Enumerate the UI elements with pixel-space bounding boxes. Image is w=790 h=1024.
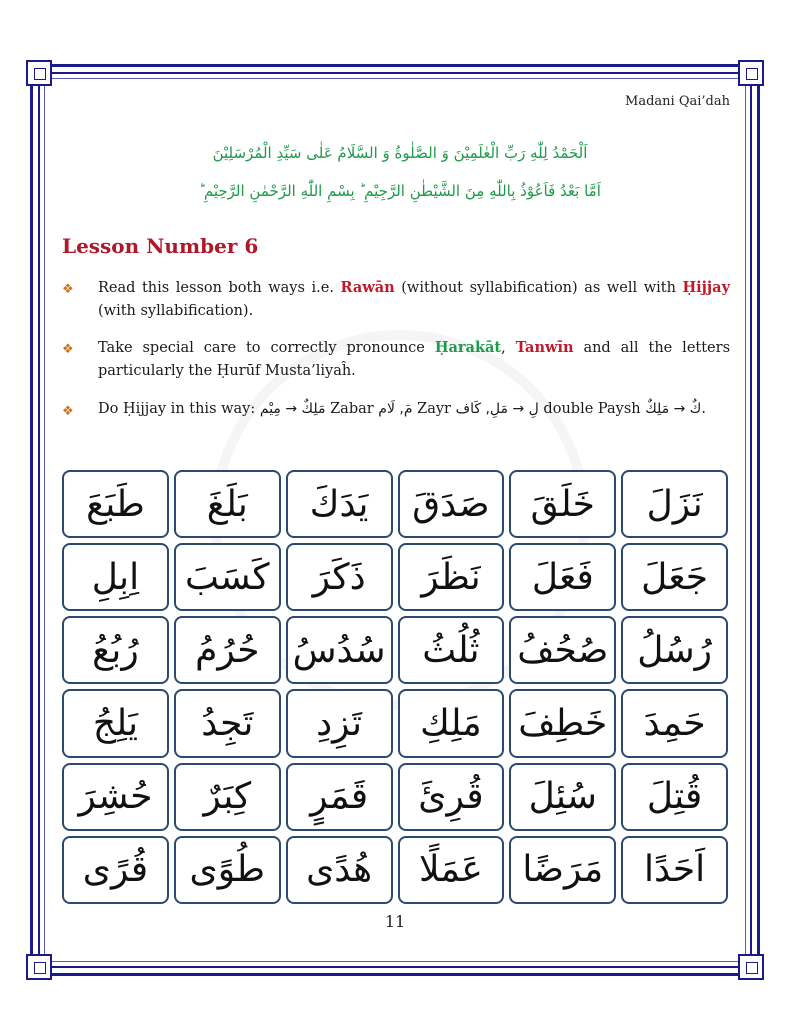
text-segment: Read this lesson both ways i.e. <box>98 280 341 296</box>
word-cell: صُحُفُ <box>509 616 616 684</box>
word-cell: نَزَلَ <box>621 470 728 538</box>
word-cell: قُتِلَ <box>621 763 728 831</box>
arabic-example: لِ → مَلِ, کَاف <box>455 401 539 417</box>
diamond-bullet-icon: ❖ <box>62 342 74 357</box>
instruction-text <box>98 336 730 383</box>
term-rawan: Rawān <box>340 279 395 296</box>
text-segment: Do Ḥijjay in this way: <box>98 401 260 417</box>
text-segment: and all the letters particularly the Ḥurūf Musta’liyaĥ. <box>98 340 731 379</box>
word-cell: حُرُمُ <box>174 616 281 684</box>
corner-ornament <box>26 954 52 980</box>
word-cell: نَظَرَ <box>398 543 505 611</box>
word-grid <box>62 470 728 904</box>
instruction-bullet <box>62 276 730 323</box>
arabic-example: مَلِكٌ → مِیْم <box>259 401 326 417</box>
text-segment: (without syllabification) as well with <box>394 280 683 296</box>
text-segment: Zayr <box>412 401 456 417</box>
word-cell: تَجِدُ <box>174 689 281 757</box>
word-cell: يَدَكَ <box>286 470 393 538</box>
word-cell: تَزِدِ <box>286 689 393 757</box>
instruction-bullet <box>62 398 730 421</box>
instruction-bullet <box>62 336 730 383</box>
instruction-text <box>98 398 730 421</box>
word-cell: طُوًى <box>174 836 281 904</box>
arabic-example: كٌ → مَلِكٌ <box>645 401 702 417</box>
word-cell: طَبَعَ <box>62 470 169 538</box>
word-cell: فَعَلَ <box>509 543 616 611</box>
term-tanwin: Tanwīn <box>515 339 574 356</box>
word-cell: قَمَرٍ <box>286 763 393 831</box>
text-segment: double Paysh <box>538 401 646 417</box>
corner-ornament <box>738 60 764 86</box>
diamond-bullet-icon: ❖ <box>62 404 74 419</box>
word-cell: حَمِدَ <box>621 689 728 757</box>
word-cell: رُبُعُ <box>62 616 169 684</box>
lesson-title: Lesson Number 6 <box>62 234 259 258</box>
word-cell: هُدًى <box>286 836 393 904</box>
diamond-bullet-icon: ❖ <box>62 282 74 297</box>
word-cell: خَلَقَ <box>509 470 616 538</box>
book-title: Madani Qai’dah <box>625 94 730 109</box>
term-hijjay: Ḥijjay <box>682 279 730 296</box>
word-cell: اِبِلِ <box>62 543 169 611</box>
word-cell: رُسُلُ <box>621 616 728 684</box>
word-cell: كَسَبَ <box>174 543 281 611</box>
word-cell: ثُلُثُ <box>398 616 505 684</box>
word-cell: عَمَلًا <box>398 836 505 904</box>
word-cell: مَرَضًا <box>509 836 616 904</box>
word-cell: صَدَقَ <box>398 470 505 538</box>
word-cell: قُرًى <box>62 836 169 904</box>
word-cell: مَلِكِ <box>398 689 505 757</box>
corner-ornament <box>26 60 52 86</box>
text-segment: , <box>501 340 516 356</box>
word-cell: سُدُسُ <box>286 616 393 684</box>
text-segment: Take special care to correctly pronounce <box>98 340 435 356</box>
page-number: 11 <box>384 912 406 931</box>
text-segment: Zabar <box>325 401 379 417</box>
term-harakat: Ḥarakāt <box>434 339 502 356</box>
word-cell: يَلِجُ <box>62 689 169 757</box>
word-cell: خَطِفَ <box>509 689 616 757</box>
word-cell: جَعَلَ <box>621 543 728 611</box>
word-cell: قُرِئَ <box>398 763 505 831</box>
word-cell: اَحَدًا <box>621 836 728 904</box>
corner-ornament <box>738 954 764 980</box>
word-cell: بَلَغَ <box>174 470 281 538</box>
word-cell: كِبَرٌ <box>174 763 281 831</box>
text-segment: . <box>701 401 706 417</box>
dua-line-2: اَمَّا بَعْدُ فَاَعُوْذُ بِاللّٰهِ مِنَ الشَّيْطٰنِ الرَّجِيْمِ ؕ بِسْمِ اللّٰهِ الرَّحْمٰنِ الرَّحِيْمِ ؕ <box>199 182 601 200</box>
word-cell: سُئِلَ <box>509 763 616 831</box>
arabic-example: مَ, لَام <box>378 401 413 417</box>
dua-line-1: اَلْحَمْدُ لِلّٰهِ رَبِّ الْعٰلَمِيْنَ وَ الصَّلٰوةُ وَ السَّلَامُ عَلٰى سَيِّدِ الْمُرْسَلِيْنَ <box>212 144 588 162</box>
word-cell: ذَكَرَ <box>286 543 393 611</box>
text-segment: (with syllabification). <box>98 303 254 319</box>
instruction-text <box>98 276 730 323</box>
word-cell: حُشِرَ <box>62 763 169 831</box>
